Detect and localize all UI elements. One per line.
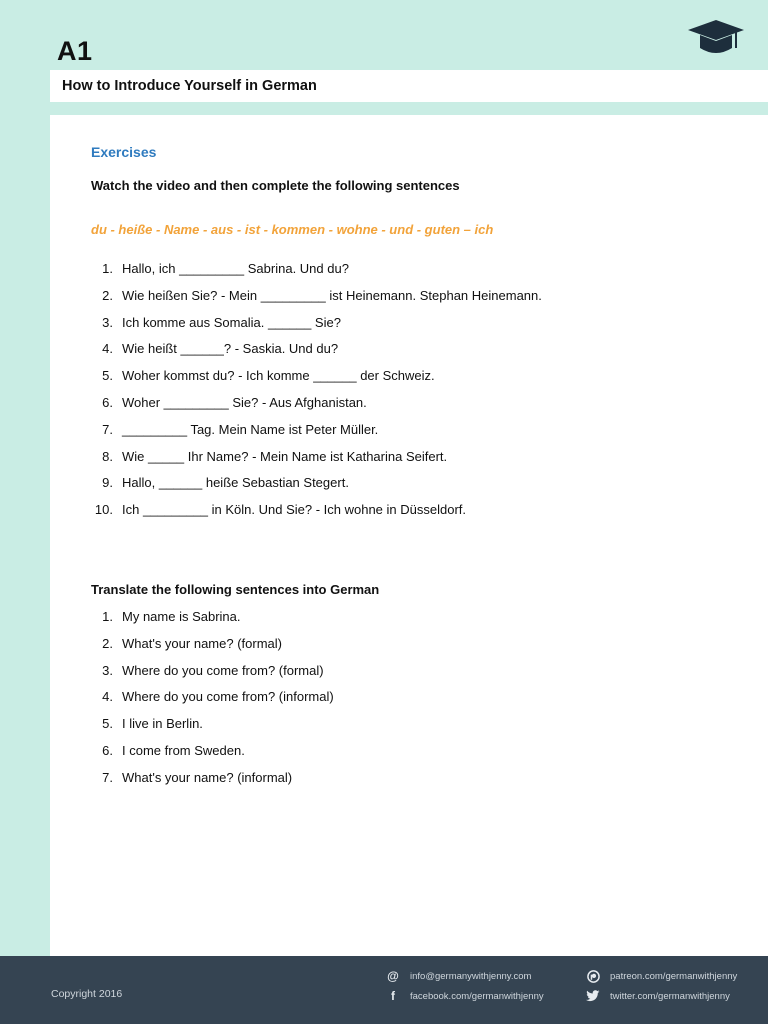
patreon-contact[interactable]: [586, 969, 737, 983]
item-number: 2.: [102, 287, 113, 303]
item-text: Woher kommst du? - Ich komme ______ der Schweiz.: [122, 368, 435, 384]
item-text: Ich _________ in Köln. Und Sie? - Ich wohne in Düsseldorf.: [122, 502, 466, 518]
item-text: Woher _________ Sie? - Aus Afghanistan.: [122, 394, 367, 410]
exercises-heading: Exercises: [91, 144, 157, 160]
twitter-contact[interactable]: [586, 989, 730, 1003]
item-text: Where do you come from? (formal): [122, 662, 324, 678]
level-label: A1: [57, 36, 93, 66]
patreon-icon: [586, 969, 600, 983]
item-text: Wie _____ Ihr Name? - Mein Name ist Katharina Seifert.: [122, 448, 448, 464]
item-text: What's your name? (informal): [122, 769, 293, 785]
exercise2-instruction: Translate the following sentences into German: [91, 582, 380, 597]
item-text: Hallo, ______ heiße Sebastian Stegert.: [122, 475, 349, 491]
item-text: Where do you come from? (informal): [122, 689, 334, 705]
worksheet-content: [50, 115, 768, 956]
title-bar: [50, 70, 768, 102]
item-number: 1.: [102, 261, 113, 276]
copyright-text: Copyright 2016: [51, 988, 123, 1000]
word-bank: du - heiße - Name - aus - ist - kommen - wohne - und - guten – ich: [91, 222, 494, 237]
facebook-icon: f: [391, 989, 395, 1003]
item-text: Wie heißt ______? - Saskia. Und du?: [122, 341, 339, 357]
item-number: 2.: [102, 635, 113, 651]
item-text: _________ Tag. Mein Name ist Peter Müller.: [122, 421, 379, 437]
item-number: 8.: [102, 448, 113, 464]
patreon-link[interactable]: patreon.com/germanwithjenny: [610, 970, 738, 982]
twitter-icon: [586, 989, 600, 1003]
item-text: Hallo, ich _________ Sabrina. Und du?: [122, 261, 349, 276]
facebook-contact[interactable]: [386, 989, 544, 1003]
header-band: [50, 0, 768, 70]
title-divider: [50, 102, 768, 115]
exercise1-instruction: Watch the video and then complete the following sentences: [91, 178, 460, 193]
email-link[interactable]: info@germanywithjenny.com: [410, 970, 532, 982]
item-number: 1.: [102, 609, 113, 624]
item-number: 10.: [94, 502, 113, 518]
item-number: 3.: [102, 314, 113, 330]
item-number: 4.: [102, 341, 113, 357]
footer: [0, 956, 768, 1024]
item-text: My name is Sabrina.: [122, 609, 241, 624]
item-number: 5.: [102, 716, 113, 732]
item-number: 7.: [102, 769, 113, 785]
item-text: Wie heißen Sie? - Mein _________ ist Heinemann. Stephan Heinemann.: [122, 287, 542, 303]
item-text: I live in Berlin.: [122, 716, 203, 732]
twitter-link[interactable]: twitter.com/germanwithjenny: [610, 990, 730, 1002]
item-text: What's your name? (formal): [122, 635, 282, 651]
email-contact[interactable]: [386, 969, 531, 983]
item-text: I come from Sweden.: [122, 742, 245, 758]
item-number: 7.: [102, 421, 113, 437]
item-text: Ich komme aus Somalia. ______ Sie?: [122, 314, 341, 330]
item-number: 6.: [102, 742, 113, 758]
item-number: 3.: [102, 662, 113, 678]
facebook-link[interactable]: facebook.com/germanwithjenny: [410, 990, 544, 1002]
item-number: 9.: [102, 475, 113, 491]
at-sign-icon: @: [387, 969, 399, 983]
graduation-cap-icon: [686, 18, 746, 58]
item-number: 6.: [102, 394, 113, 410]
item-number: 5.: [102, 368, 113, 384]
page-title: How to Introduce Yourself in German: [62, 78, 317, 94]
item-number: 4.: [102, 689, 113, 705]
